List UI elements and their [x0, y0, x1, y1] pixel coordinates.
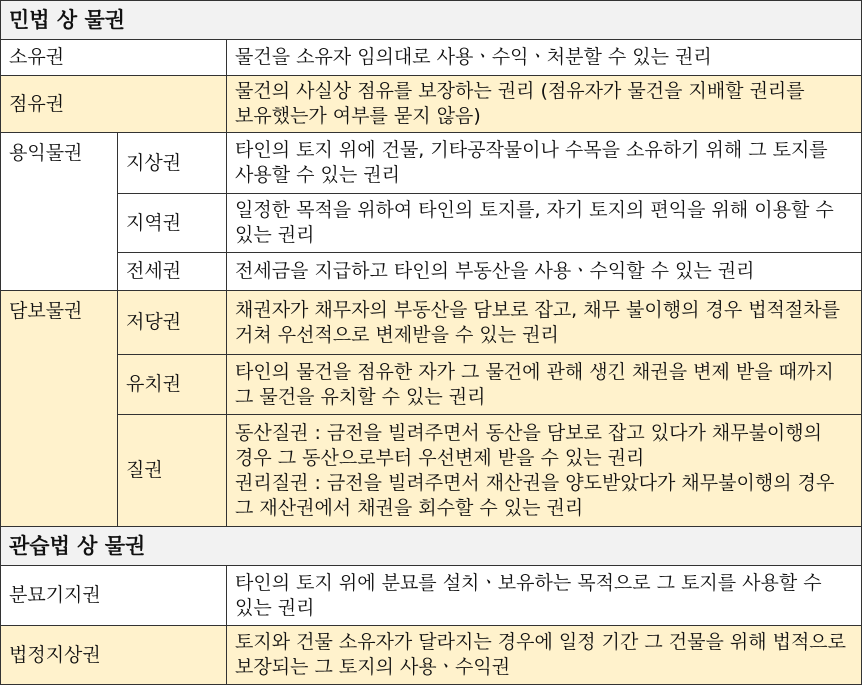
right-description: 타인의 물건을 점유한 자가 그 물건에 관해 생긴 채권을 변제 받을 때까지 그 물건을 유치할 수 있는 권리	[227, 355, 862, 415]
table-row	[1, 133, 862, 194]
sub-right-name: 지역권	[118, 194, 227, 253]
table-row	[1, 415, 862, 527]
section-title: 민법 상 물권	[1, 1, 862, 40]
sub-right-name: 저당권	[118, 291, 227, 355]
table-row	[1, 566, 862, 626]
table-row	[1, 291, 862, 355]
description-line: 권리질권 : 금전을 빌려주면서 재산권을 양도받았다가 채무불이행의 경우 그 재산권에서 채권을 회수할 수 있는 권리	[235, 471, 835, 519]
sub-right-name: 유치권	[118, 355, 227, 415]
description-line: 동산질권 : 금전을 빌려주면서 동산을 담보로 잡고 있다가 채무불이행의 경우 그 동산으로부터 우선변제 받을 수 있는 권리	[235, 421, 822, 469]
right-description: 타인의 토지 위에 분묘를 설치ㆍ보유하는 목적으로 그 토지를 사용할 수 있는 권리	[227, 566, 862, 626]
right-name: 분묘기지권	[1, 566, 227, 626]
right-name: 법정지상권	[1, 626, 227, 685]
sub-right-name: 지상권	[118, 133, 227, 194]
right-name: 점유권	[1, 76, 227, 133]
section-header-civil-law	[1, 1, 862, 40]
right-description: 전세금을 지급하고 타인의 부동산을 사용ㆍ수익할 수 있는 권리	[227, 253, 862, 291]
table-row	[1, 76, 862, 133]
table-row	[1, 626, 862, 685]
section-header-customary-law	[1, 527, 862, 566]
table-row	[1, 355, 862, 415]
category-name: 용익물권	[1, 133, 118, 291]
table-row	[1, 40, 862, 76]
right-description: 일정한 목적을 위하여 타인의 토지를, 자기 토지의 편익을 위해 이용할 수 있는 권리	[227, 194, 862, 253]
right-name: 소유권	[1, 40, 227, 76]
right-description: 타인의 토지 위에 건물, 기타공작물이나 수목을 소유하기 위해 그 토지를 사용할 수 있는 권리	[227, 133, 862, 194]
right-description: 물건의 사실상 점유를 보장하는 권리 (점유자가 물건을 지배할 권리를 보유했는가 여부를 묻지 않음)	[227, 76, 862, 133]
right-description: 채권자가 채무자의 부동산을 담보로 잡고, 채무 불이행의 경우 법적절차를 거쳐 우선적으로 변제받을 수 있는 권리	[227, 291, 862, 355]
right-description	[227, 415, 862, 527]
category-name: 담보물권	[1, 291, 118, 527]
sub-right-name: 질권	[118, 415, 227, 527]
sub-right-name: 전세권	[118, 253, 227, 291]
section-title: 관습법 상 물권	[1, 527, 862, 566]
table-row	[1, 253, 862, 291]
right-description: 물건을 소유자 임의대로 사용ㆍ수익ㆍ처분할 수 있는 권리	[227, 40, 862, 76]
right-description: 토지와 건물 소유자가 달라지는 경우에 일정 기간 그 건물을 위해 법적으로 보장되는 그 토지의 사용ㆍ수익권	[227, 626, 862, 685]
table-row	[1, 194, 862, 253]
